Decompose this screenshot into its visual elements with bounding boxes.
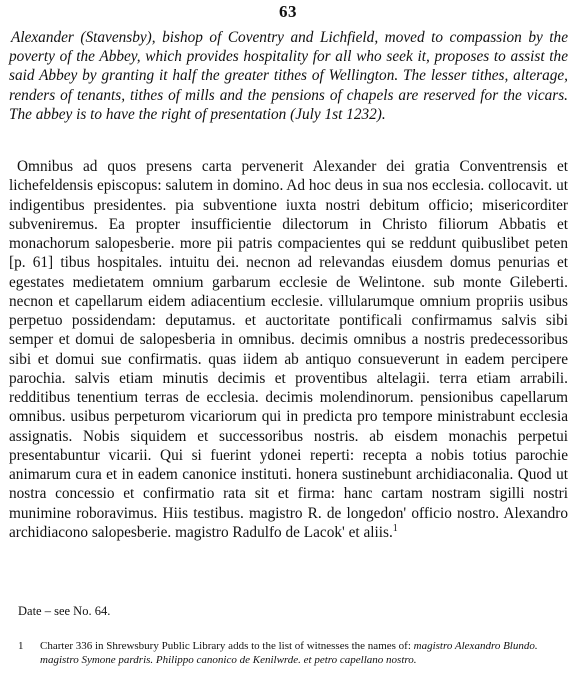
- footnote-intro: Charter 336 in Shrewsbury Public Library adds to the list of witnesses the names of:: [40, 640, 414, 652]
- charter-body: Omnibus ad quos presens carta pervenerit Alexander dei gratia Conventrensis et lichefeldensis episcopus: salutem in domino. Ad hoc deus in sua nos ecclesia. collocavit. ut indigentibus presidentes. pia subventione iuxta nostri debitum officio; misericorditer subveniremus. Ea propter insufficientie dilectorum in Christo filiorum Abbatis et monachorum salopesberie. more pii patris compacientes qui se reddunt quibuslibet peten [p. 61] tibus hospitales. intuitu dei. necnon ad relevandas eiusdem domus penurias et egestates medietatem omnium garbarum ecclesie de Welintone. sub monte Gileberti. necnon et capellarum eidem adiacentium ecclesie. villularumque omnium propriis usibus perpetuo possidendam: deputamus. et auctoritate pontificali confirmamus salvis sibi semper et domui de salopesberia in omnibus. decimis omnibus a nostris predecessoribus sibi et domui sue confirmatis. quas iidem ab antiquo consueverunt in eadem percipere parochia. salvis etiam minutis decimis et proventibus altelagii. terra etiam arrabili. redditibus tenentium terras de ecclesia. decimis molendinorum. pensionibus capellarum omnibus. usibus perpeturom vicariorum qui in predicta pro tempore ministrabunt ecclesia assignatis. Nobis siquidem et successoribus nostris. ab eisdem monachis perpetui presentabuntur vicarii. Qui si fuerint ydonei reperti: recepta a nobis totius parochie animarum cura et in eadem canonice instituti. honera sustinebunt archidiaconalia. Quod ut nostra concessio et confirmatio rata sit et firma: hanc cartam nostram sigilli nostri munimine roboravimus. Hiis testibus. magistro R. de longedon' officio nostro. Alexandro archidiacono salopesberie. magistro Radulfo de Lacok' et aliis.: [9, 158, 568, 541]
- footnote-body: [40, 640, 566, 667]
- charter-latin-text: [9, 157, 568, 542]
- footnote-reference: 1: [392, 522, 398, 534]
- footnote: [18, 640, 566, 667]
- footnote-divider: [9, 633, 568, 634]
- date-note: Date – see No. 64.: [18, 604, 111, 618]
- footnote-witness-names: magistro Alexandro Blundo. magistro Symone pardris. Philippo canonico de Kenilwrde. et petro capellano nostro.: [40, 640, 538, 666]
- footnote-mark: 1: [18, 640, 24, 652]
- page-number: 63: [279, 2, 297, 21]
- charter-summary: Alexander (Stavensby), bishop of Coventry and Lichfield, moved to compassion by the poverty of the Abbey, which provides hospitality for all who seek it, proposes to assist the said Abbey by granting it half the greater tithes of Wellington. The lesser tithes, alterage, renders of tenants, tithes of mills and the pensions of chapels are reserved for the vicars. The abbey is to have the right of presentation (July 1st 1232).: [9, 29, 568, 123]
